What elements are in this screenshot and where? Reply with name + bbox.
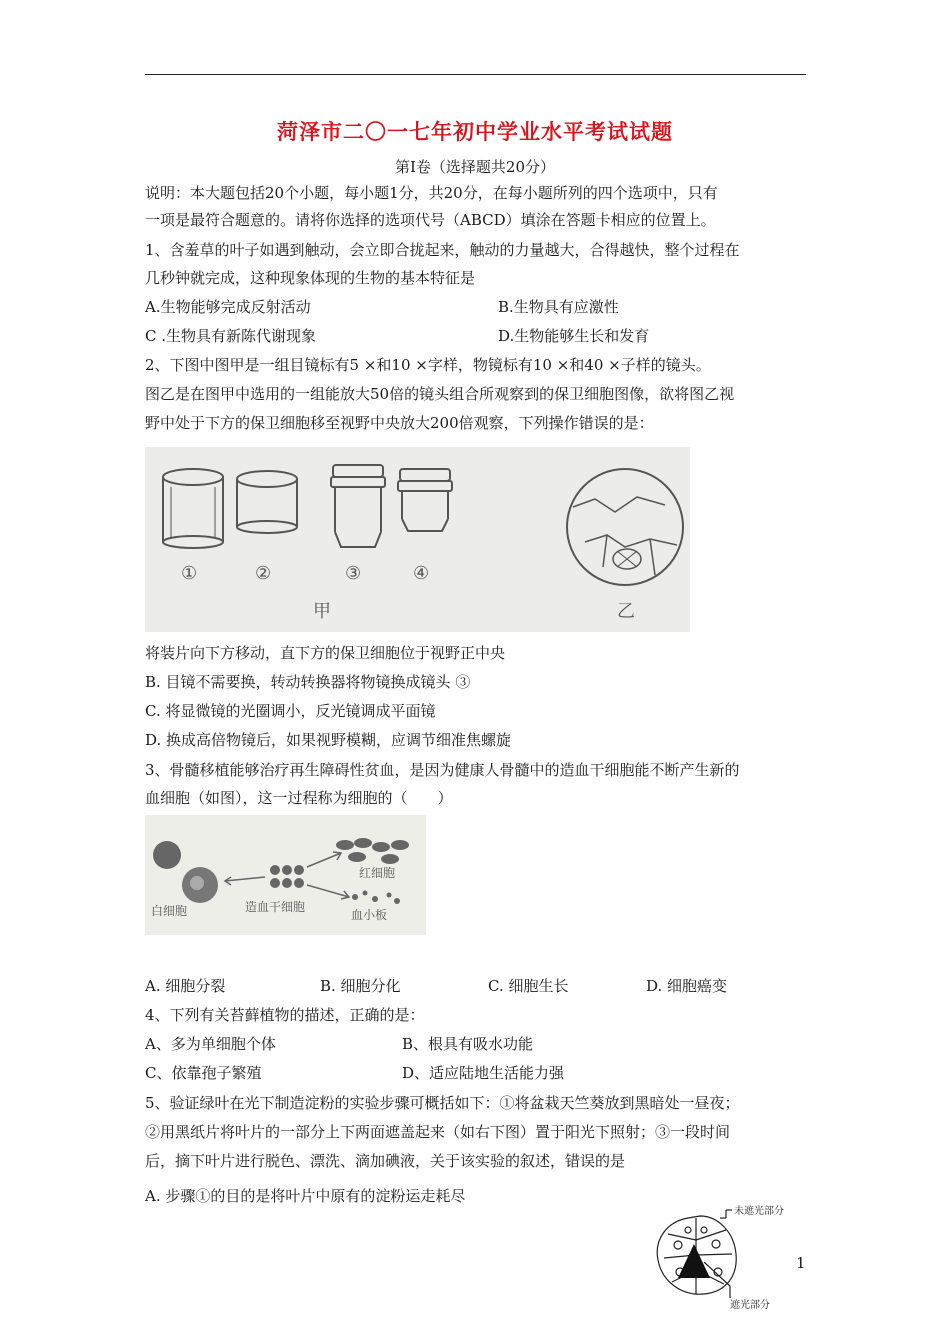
figure-jia-label: 甲: [313, 601, 331, 622]
intro-line-1: 说明：本大题包括20个小题，每小题1分，共20分，在每小题所列的四个选项中，只有: [145, 184, 718, 202]
q3-option-a: A. 细胞分裂: [145, 977, 226, 995]
q1-stem-1: 1、含羞草的叶子如遇到触动，会立即合拢起来，触动的力量越大，合得越快，整个过程在: [145, 241, 740, 259]
white-cell-icon: [153, 841, 181, 869]
lens-2-label: ②: [255, 563, 272, 584]
red-cell-label: 红细胞: [359, 866, 396, 880]
blood-cell-differentiation-figure: [145, 815, 426, 935]
microscope-lenses-figure: [145, 447, 690, 632]
platelet-label: 血小板: [351, 908, 388, 922]
q5-leaf-figure: [648, 1200, 798, 1310]
arrow-to-red-icon: [307, 853, 341, 867]
page-number: 1: [796, 1254, 806, 1272]
q4-option-d: D、适应陆地生活能力强: [402, 1064, 565, 1082]
q3-option-d: D. 细胞癌变: [646, 977, 728, 995]
q4-option-a: A、多为单细胞个体: [145, 1035, 276, 1053]
q3-stem-1: 3、骨髓移植能够治疗再生障碍性贫血，是因为健康人骨髓中的造血干细胞能不断产生新的: [145, 761, 740, 779]
q4-stem: 4、下列有关苔藓植物的描述，正确的是：: [145, 1006, 425, 1024]
stem-cell-label: 造血干细胞: [245, 900, 306, 914]
intro-line-2: 一项是最符合题意的。请将你选择的选项代号（ABCD）填涂在答题卡相应的位置上。: [145, 211, 716, 229]
black-paper-icon: [678, 1244, 710, 1278]
red-cell-icon: [336, 838, 409, 864]
q1-option-c: C .生物具有新陈代谢现象: [145, 327, 317, 345]
q2-stem-2: 图乙是在图甲中选用的一组能放大50倍的镜头组合所观察到的保卫细胞图像，欲将图乙视: [145, 385, 735, 403]
q2-option-d: D. 换成高倍物镜后，如果视野模糊，应调节细准焦螺旋: [145, 731, 512, 749]
q2-option-b: B. 目镜不需要换，转动转换器将物镜换成镜头 ③: [145, 673, 471, 691]
shaded-label: 遮光部分: [730, 1300, 770, 1310]
q2-option-a: 将装片向下方移动，直下方的保卫细胞位于视野正中央: [145, 644, 506, 662]
q5-option-a: A. 步骤①的目的是将叶片中原有的淀粉运走耗尽: [145, 1187, 466, 1205]
q4-option-b: B、根具有吸水功能: [402, 1035, 534, 1053]
leaf-icon: [648, 1200, 798, 1310]
q2-stem-1: 2、下图中图甲是一组目镜标有5 ×和10 ×字样，物镜标有10 ×和40 ×子样的镜头。: [145, 356, 711, 374]
q3-stem-2: 血细胞（如图），这一过程称为细胞的（ ）: [145, 789, 453, 807]
page-title: 菏泽市二〇一七年初中学业水平考试试题: [277, 119, 673, 144]
q2-stem-3: 野中处于下方的保卫细胞移至视野中央放大200倍观察，下列操作错误的是：: [145, 414, 654, 432]
lens-2-icon: [237, 471, 297, 533]
q1-stem-2: 几秒钟就完成，这种现象体现的生物的基本特征是: [145, 269, 476, 287]
lens-1-label: ①: [181, 563, 198, 584]
q4-option-c: C、依靠孢子繁殖: [145, 1064, 262, 1082]
q1-option-d: D.生物能够生长和发育: [498, 327, 650, 345]
field-of-view-icon: [567, 469, 683, 585]
q5-stem-2: ②用黑纸片将叶片的一部分上下两面遮盖起来（如右下图）置于阳光下照射；③一段时间: [145, 1123, 731, 1141]
arrow-to-platelet-icon: [307, 885, 349, 897]
stem-cell-icon: [270, 865, 304, 888]
lens-1-icon: [163, 469, 223, 548]
platelet-icon: [352, 891, 400, 905]
lens-4-icon: [398, 469, 452, 531]
white-cell-label: 白细胞: [151, 904, 188, 918]
q3-option-b: B. 细胞分化: [320, 977, 401, 995]
q1-option-a: A.生物能够完成反射活动: [145, 298, 311, 316]
q1-option-b: B.生物具有应激性: [498, 298, 619, 316]
unshaded-label: 未遮光部分: [734, 1206, 784, 1217]
figure-yi-label: 乙: [617, 601, 635, 622]
q5-stem-3: 后，摘下叶片进行脱色、漂洗、滴加碘液，关于该实验的叙述，错误的是: [145, 1152, 626, 1170]
q2-option-c: C. 将显微镜的光圈调小，反光镜调成平面镜: [145, 702, 436, 720]
section-subtitle: 第Ⅰ卷（选择题共20分）: [394, 158, 555, 176]
q2-figure: [145, 447, 690, 632]
lens-3-label: ③: [345, 563, 362, 584]
q3-option-c: C. 细胞生长: [488, 977, 569, 995]
q3-figure: [145, 815, 426, 935]
lens-4-label: ④: [413, 563, 430, 584]
lens-3-icon: [331, 465, 385, 547]
q5-stem-1: 5、验证绿叶在光下制造淀粉的实验步骤可概括如下：①将盆栽天竺葵放到黑暗处一昼夜；: [145, 1094, 740, 1112]
top-rule: [145, 74, 806, 75]
